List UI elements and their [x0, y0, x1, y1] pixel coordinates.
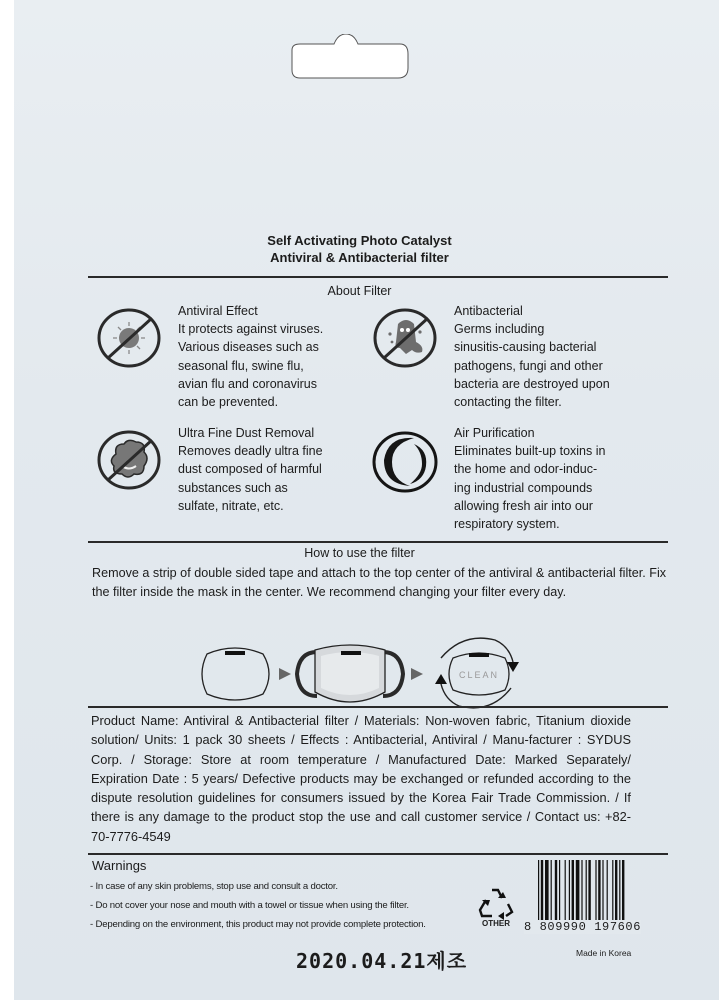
- manufacture-date-stamp: 2020.04.21제조: [296, 949, 468, 973]
- barcode-bar: [586, 860, 587, 924]
- feature-line: respiratory system.: [454, 517, 560, 532]
- barcode-bar: [565, 860, 566, 924]
- barcode-bar: [559, 860, 560, 924]
- warning-item: - In case of any skin problems, stop use and consult a doctor.: [90, 881, 338, 892]
- made-in-label: Made in Korea: [576, 948, 632, 958]
- barcode-bar: [588, 860, 590, 924]
- feature-line: avian flu and coronavirus: [178, 376, 317, 391]
- recycle-label: OTHER: [482, 919, 510, 928]
- barcode-bars: [538, 860, 656, 924]
- feature-line: seasonal flu, swine flu,: [178, 358, 304, 373]
- warning-item: - Depending on the environment, this product may not provide complete protection.: [90, 919, 426, 930]
- barcode-bar: [569, 860, 570, 924]
- feature-line: the home and odor-induc-: [454, 462, 598, 477]
- barcode-bar: [622, 860, 624, 924]
- feature-line: Eliminates built-up toxins in: [454, 444, 606, 459]
- barcode-bar: [602, 860, 603, 924]
- barcode-bar: [545, 860, 549, 924]
- barcode: [524, 860, 658, 936]
- feature-title: Antiviral Effect: [178, 304, 258, 318]
- recycle-mark: [476, 886, 516, 934]
- usage-steps-diagram: [195, 632, 530, 714]
- barcode-bar: [572, 860, 574, 924]
- barcode-bar: [538, 860, 539, 924]
- feature-title: Air Purification: [454, 426, 535, 440]
- warning-item: - Do not cover your nose and mouth with a towel or tissue when using the filter.: [90, 900, 409, 911]
- feature-line: Germs including: [454, 322, 545, 337]
- how-to-use-text: Remove a strip of double sided tape and attach to the top center of the antiviral & antibacterial filter. Fix the filter inside the mask in the center. We recommend changing your filter every day.: [92, 566, 667, 599]
- divider: [88, 276, 668, 278]
- barcode-bar: [619, 860, 620, 924]
- barcode-number: 8 809990 197606: [524, 920, 642, 934]
- feature-line: bacteria are destroyed upon: [454, 376, 610, 391]
- barcode-bar: [615, 860, 617, 924]
- about-filter-heading: About Filter: [327, 284, 392, 298]
- product-title: [0, 232, 719, 266]
- feature-line: dust composed of harmful: [178, 462, 322, 477]
- clean-label: CLEAN: [458, 670, 500, 680]
- arrow-right-icon: [411, 668, 423, 680]
- feature-line: Various diseases such as: [178, 340, 319, 355]
- feature-line: allowing fresh air into our: [454, 498, 593, 513]
- title-line-1: Self Activating Photo Catalyst: [267, 233, 452, 248]
- feature-line: contacting the filter.: [454, 395, 562, 410]
- barcode-bar: [581, 860, 582, 924]
- barcode-bar: [551, 860, 552, 924]
- feature-line: Removes deadly ultra fine: [178, 444, 323, 459]
- feature-title: Ultra Fine Dust Removal: [178, 426, 315, 440]
- feature-line: sinusitis-causing bacterial: [454, 340, 597, 355]
- divider: [88, 541, 668, 543]
- feature-line: It protects against viruses.: [178, 322, 324, 337]
- barcode-bar: [595, 860, 596, 924]
- barcode-bar: [598, 860, 600, 924]
- no-bacteria-icon: [370, 302, 440, 372]
- bag-edge: [0, 0, 14, 1000]
- barcode-bar: [612, 860, 613, 924]
- mask-step-icon: [297, 645, 403, 702]
- feature-line: sulfate, nitrate, etc.: [178, 498, 284, 513]
- barcode-bar: [576, 860, 580, 924]
- package-back: [14, 0, 719, 1000]
- barcode-bar: [555, 860, 557, 924]
- barcode-bar: [541, 860, 543, 924]
- barcode-bar: [607, 860, 608, 924]
- no-dust-icon: [94, 424, 164, 494]
- air-purification-icon: [370, 424, 440, 494]
- feature-line: substances such as: [178, 480, 288, 495]
- warnings-list: [90, 877, 426, 934]
- feature-line: can be prevented.: [178, 395, 279, 410]
- recycle-icon: [476, 886, 516, 920]
- product-information: Product Name: Antiviral & Antibacterial filter / Materials: Non-woven fabric, Titanium dioxide solution/ Units: 1 pack 30 sheets / Effects : Antibacterial, Antiviral / Manu-facturer : SYDUS Corp. / Storage: Store at room temperature / Manufactured Date: Marked Separately/ Expiration Date : 5 years/ Defective products may be exchanged or refunded according to the dispute resolution guidelines for consumers issued by the Korea Fair Trade Commission. / If there is any damage to the product stop the use and call customer service / Contact us: +82-70-7776-4549: [91, 713, 631, 844]
- arrow-right-icon: [279, 668, 291, 680]
- no-virus-icon: [94, 302, 164, 372]
- filter-step-icon: [202, 648, 269, 700]
- title-line-2: Antiviral & Antibacterial filter: [270, 250, 449, 265]
- divider: [88, 853, 668, 855]
- feature-title: Antibacterial: [454, 304, 523, 318]
- how-to-use-heading: How to use the filter: [304, 546, 415, 560]
- divider: [88, 706, 668, 708]
- feature-line: ing industrial compounds: [454, 480, 593, 495]
- feature-line: pathogens, fungi and other: [454, 358, 603, 373]
- hang-hole: [280, 34, 412, 82]
- warnings-heading: Warnings: [92, 858, 147, 873]
